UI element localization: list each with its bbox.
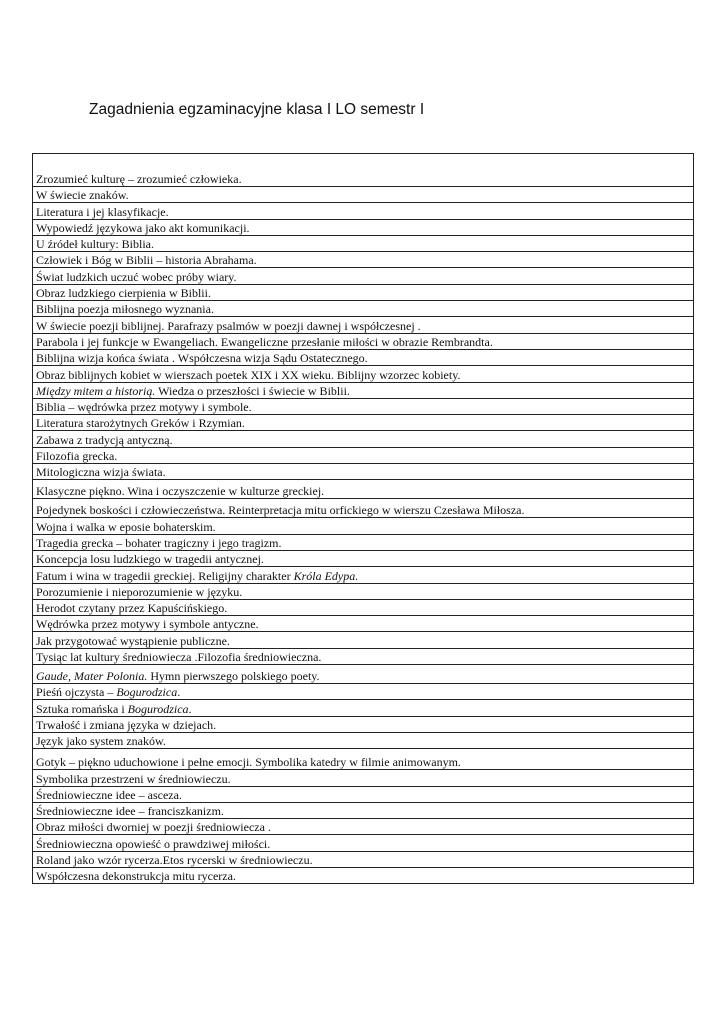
table-row [33, 333, 694, 349]
table-row [33, 518, 694, 534]
topic-text: Tragedia grecka – bohater tragiczny i jego tragizm. [36, 535, 282, 550]
topic-cell [33, 700, 694, 716]
topic-cell [33, 219, 694, 235]
topic-text: Roland jako wzór rycerza.Etos rycerski w średniowieczu. [36, 852, 313, 867]
table-row [33, 867, 694, 883]
topic-cell [33, 431, 694, 447]
topic-text: Herodot czytany przez Kapuścińskiego. [36, 601, 228, 616]
topic-cell [33, 398, 694, 414]
table-row [33, 317, 694, 333]
topic-text: Świat ludzkich uczuć wobec próby wiary. [36, 269, 237, 284]
table-row [33, 648, 694, 664]
topic-cell [33, 349, 694, 365]
table-row [33, 447, 694, 463]
topic-text: Człowiek i Bóg w Biblii – historia Abrahama. [36, 253, 257, 268]
topic-text: Wojna i walka w eposie bohaterskim. [36, 519, 216, 534]
topic-text: Literatura i jej klasyfikacje. [36, 204, 169, 219]
topic-cell [33, 268, 694, 284]
topic-cell [33, 648, 694, 664]
table-row [33, 301, 694, 317]
topic-cell [33, 235, 694, 251]
topic-text: Literatura starożytnych Greków i Rzymian. [36, 416, 245, 431]
topic-cell [33, 203, 694, 219]
topic-text: Hymn pierwszego polskiego poety. [147, 669, 320, 684]
table-row [33, 567, 694, 583]
topic-text: Bogurodzica [116, 685, 178, 700]
topic-cell [33, 333, 694, 349]
topic-text: Obraz biblijnych kobiet w wierszach poetek XIX i XX wieku. Biblijny wzorzec kobiety. [36, 367, 461, 382]
topic-cell [33, 716, 694, 732]
topic-cell [33, 802, 694, 818]
topic-text: Wiedza o przeszłości i świecie w Biblii. [155, 383, 350, 398]
table-row [33, 154, 694, 187]
table-row [33, 802, 694, 818]
topic-cell [33, 284, 694, 300]
topic-text: Biblijna wizja końca świata . Współczesna wizja Sądu Ostatecznego. [36, 351, 368, 366]
topic-cell [33, 583, 694, 599]
topic-cell [33, 518, 694, 534]
document-title: Zagadnienia egzaminacyjne klasa I LO semestr I [89, 101, 425, 118]
topic-text: Filozofia grecka. [36, 449, 118, 464]
topic-text: Symbolika przestrzeni w średniowieczu. [36, 771, 231, 786]
topic-text: Między mitem a historią. [36, 383, 156, 398]
table-row [33, 786, 694, 802]
topic-cell [33, 567, 694, 583]
topic-text: Klasyczne piękno. Wina i oczyszczenie w kulturze greckiej. [36, 484, 325, 499]
table-row [33, 819, 694, 835]
topic-text: . [177, 685, 181, 700]
topic-text: Parabola i jej funkcje w Ewangeliach. Ewangeliczne przesłanie miłości w obrazie Rembrandta. [36, 334, 493, 349]
table-row [33, 252, 694, 268]
topic-text: Króla Edypa. [293, 568, 359, 583]
topic-cell [33, 851, 694, 867]
table-row [33, 349, 694, 365]
table-row [33, 770, 694, 786]
table-row [33, 851, 694, 867]
table-row [33, 716, 694, 732]
topic-text: Pieśń ojczysta – [36, 685, 117, 700]
table-row [33, 700, 694, 716]
topic-text: W świecie poezji biblijnej. Parafrazy psalmów w poezji dawnej i współczesnej . [36, 318, 421, 333]
topic-cell [33, 366, 694, 382]
table-row [33, 268, 694, 284]
topic-cell [33, 867, 694, 883]
topic-text: Koncepcja losu ludzkiego w tragedii antycznej. [36, 552, 264, 567]
topic-text: Średniowieczna opowieść o prawdziwej miłości. [36, 836, 271, 851]
topic-cell [33, 499, 694, 518]
topic-text: Zrozumieć kulturę – zrozumieć człowieka. [36, 172, 242, 186]
topic-cell [33, 835, 694, 851]
topic-cell [33, 616, 694, 632]
table-row [33, 398, 694, 414]
topic-text: Fatum i wina w tragedii greckiej. Religijny charakter [36, 568, 294, 583]
topic-text: Wypowiedź językowa jako akt komunikacji. [36, 220, 250, 235]
topic-text: Gotyk – piękno uduchowione i pełne emocji. Symbolika katedry w filmie animowanym. [36, 755, 461, 770]
topic-text: Współczesna dekonstrukcja mitu rycerza. [36, 869, 236, 884]
table-row [33, 235, 694, 251]
topic-text: Średniowieczne idee – franciszkanizm. [36, 804, 224, 819]
table-row [33, 203, 694, 219]
topics-table [32, 153, 694, 884]
table-row [33, 835, 694, 851]
table-row [33, 499, 694, 518]
topic-cell [33, 317, 694, 333]
topic-text: Trwałość i zmiana języka w dziejach. [36, 717, 217, 732]
topic-text: Obraz miłości dworniej w poezji średniowiecza . [36, 820, 271, 835]
topic-cell [33, 301, 694, 317]
topic-text: Wędrówka przez motywy i symbole antyczne. [36, 617, 259, 632]
topic-text: Język jako system znaków. [36, 734, 166, 749]
topic-cell [33, 632, 694, 648]
topic-text: U źródeł kultury: Biblia. [36, 237, 154, 252]
topic-text: W świecie znaków. [36, 188, 129, 203]
table-row [33, 366, 694, 382]
table-row [33, 382, 694, 398]
table-row [33, 616, 694, 632]
topic-text: Gaude, Mater Polonia. [36, 669, 148, 684]
topic-text: Mitologiczna wizja świata. [36, 465, 166, 480]
topic-text: Bogurodzica [127, 701, 189, 716]
table-row [33, 187, 694, 203]
topic-cell [33, 447, 694, 463]
topic-cell [33, 819, 694, 835]
table-row [33, 732, 694, 748]
topic-cell [33, 684, 694, 700]
table-row [33, 431, 694, 447]
topic-text: Tysiąc lat kultury średniowiecza .Filozofia średniowieczna. [36, 650, 322, 665]
table-row [33, 684, 694, 700]
topic-cell [33, 550, 694, 566]
topic-cell [33, 480, 694, 499]
topic-text: Porozumienie i nieporozumienie w języku. [36, 584, 243, 599]
topic-text: Sztuka romańska i [36, 701, 128, 716]
table-row [33, 284, 694, 300]
table-row [33, 550, 694, 566]
table-row [33, 464, 694, 480]
topic-cell [33, 154, 694, 187]
topic-cell [33, 732, 694, 748]
table-row [33, 219, 694, 235]
table-row [33, 415, 694, 431]
topic-cell [33, 382, 694, 398]
topic-text: Biblijna poezja miłosnego wyznania. [36, 302, 214, 317]
table-row [33, 749, 694, 770]
topic-cell [33, 187, 694, 203]
topic-cell [33, 415, 694, 431]
topic-text: Jak przygotować wystąpienie publiczne. [36, 633, 230, 648]
table-row [33, 534, 694, 550]
topic-text: Średniowieczne idee – asceza. [36, 787, 182, 802]
table-row [33, 583, 694, 599]
topic-cell [33, 770, 694, 786]
topic-cell [33, 252, 694, 268]
topic-cell [33, 464, 694, 480]
topic-cell [33, 749, 694, 770]
table-row [33, 480, 694, 499]
table-row [33, 632, 694, 648]
table-row [33, 599, 694, 615]
topic-cell [33, 665, 694, 684]
topic-text: Zabawa z tradycją antyczną. [36, 432, 173, 447]
topic-text: . [188, 701, 192, 716]
topic-cell [33, 786, 694, 802]
topic-text: Obraz ludzkiego cierpienia w Biblii. [36, 286, 211, 301]
table-row [33, 665, 694, 684]
topic-text: Pojedynek boskości i człowieczeństwa. Reinterpretacja mitu orfickiego w wierszu Czesława Miłosza. [36, 503, 525, 518]
topic-cell [33, 534, 694, 550]
topic-text: Biblia – wędrówka przez motywy i symbole. [36, 400, 252, 415]
topic-cell [33, 599, 694, 615]
